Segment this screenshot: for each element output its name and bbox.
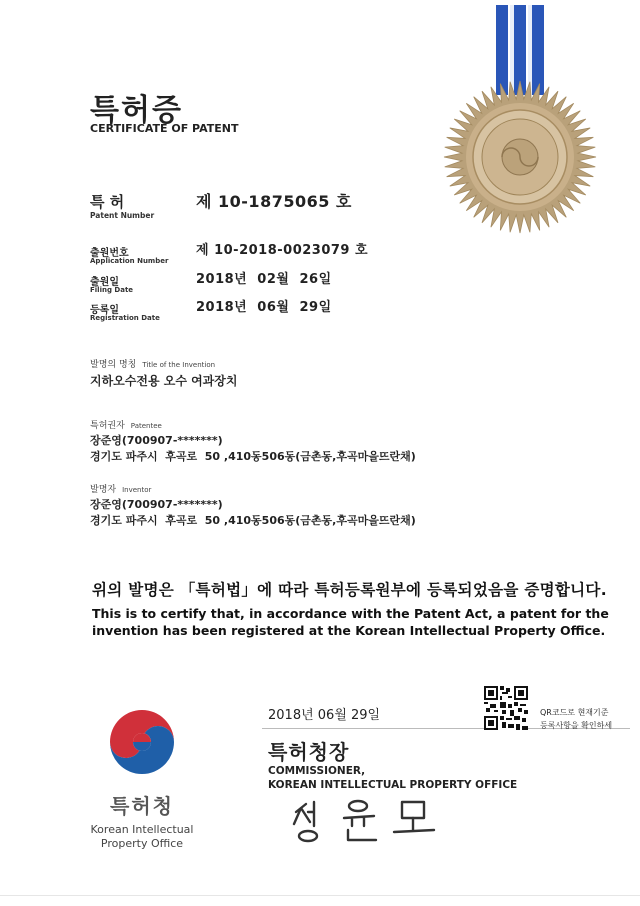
qr-note [540, 706, 635, 732]
issue-date: 2018년 06월 29일 [268, 708, 381, 723]
office-name-kr: 특허청 [110, 794, 174, 818]
inventor-label [90, 482, 151, 495]
registration-label-en: Registration Date [90, 314, 160, 322]
commissioner-title-kr: 특허청장 [268, 740, 350, 764]
patentee-label-en: Patentee [130, 422, 162, 430]
invention-title: 지하오수전용 오수 여과장치 [90, 374, 238, 388]
application-number: 제 10-2018-0023079 호 [196, 243, 369, 258]
commissioner-en-line2: KOREAN INTELLECTUAL PROPERTY OFFICE [268, 779, 518, 791]
qr-code-icon[interactable] [484, 686, 528, 730]
inventor-label-kr: 발명자 [90, 485, 117, 495]
inventor-name: 장준영(700907-*******) [90, 498, 223, 511]
registration-date: 2018년 06월 29일 [196, 300, 332, 315]
patentee-label-kr: 특허권자 [90, 421, 125, 431]
certificate-title-en: CERTIFICATE OF PATENT [90, 122, 239, 135]
page-bottom-edge [0, 895, 640, 896]
patentee-name: 장준영(700907-*******) [90, 434, 223, 447]
inventor-label-en: Inventor [122, 486, 152, 494]
certification-text-kr: 위의 발명은 「특허법」에 따라 특허등록원부에 등록되었음을 증명합니다. [92, 581, 607, 599]
inventor-address: 경기도 파주시 후곡로 50 ,410동506동(금촌동,후곡마을뜨란채) [90, 514, 416, 527]
registration-label-kr: 등록일 [90, 305, 119, 316]
qr-note-line1: QR코드로 현재기준 [540, 708, 609, 717]
patent-label-en: Patent Number [90, 211, 155, 220]
commissioner-signature [290, 796, 440, 846]
filing-label-kr: 출원일 [90, 277, 119, 288]
taegeuk-logo-icon [104, 704, 180, 780]
gold-seal-icon [440, 0, 610, 240]
patentee-address: 경기도 파주시 후곡로 50 ,410동506동(금촌동,후곡마을뜨란채) [90, 450, 416, 463]
qr-note-line2: 등록사항을 확인하세 [540, 721, 613, 730]
filing-date: 2018년 02월 26일 [196, 272, 332, 287]
office-name-en-line1: Korean Intellectual [90, 823, 194, 836]
patent-number: 제 10-1875065 호 [196, 192, 352, 211]
filing-label-en: Filing Date [90, 286, 134, 294]
application-label-en: Application Number [90, 257, 169, 265]
invention-label [90, 357, 215, 370]
office-name-en-line2: Property Office [100, 837, 184, 850]
application-label-kr: 출원번호 [90, 248, 129, 259]
invention-label-kr: 발명의 명칭 [90, 360, 137, 370]
office-name-en [80, 823, 204, 851]
certification-text-en: This is to certify that, in accordance with the Patent Act, a patent for the invention has been registered at the Korean Intellectual Property Office. [92, 606, 609, 638]
commissioner-en-line1: COMMISSIONER, [268, 765, 366, 777]
patentee-label [90, 418, 162, 431]
patent-label-kr: 특 허 [90, 193, 125, 211]
commissioner-title-en [268, 764, 517, 792]
certificate-title-kr: 특허증 [90, 93, 183, 128]
invention-label-en: Title of the Invention [142, 361, 216, 369]
